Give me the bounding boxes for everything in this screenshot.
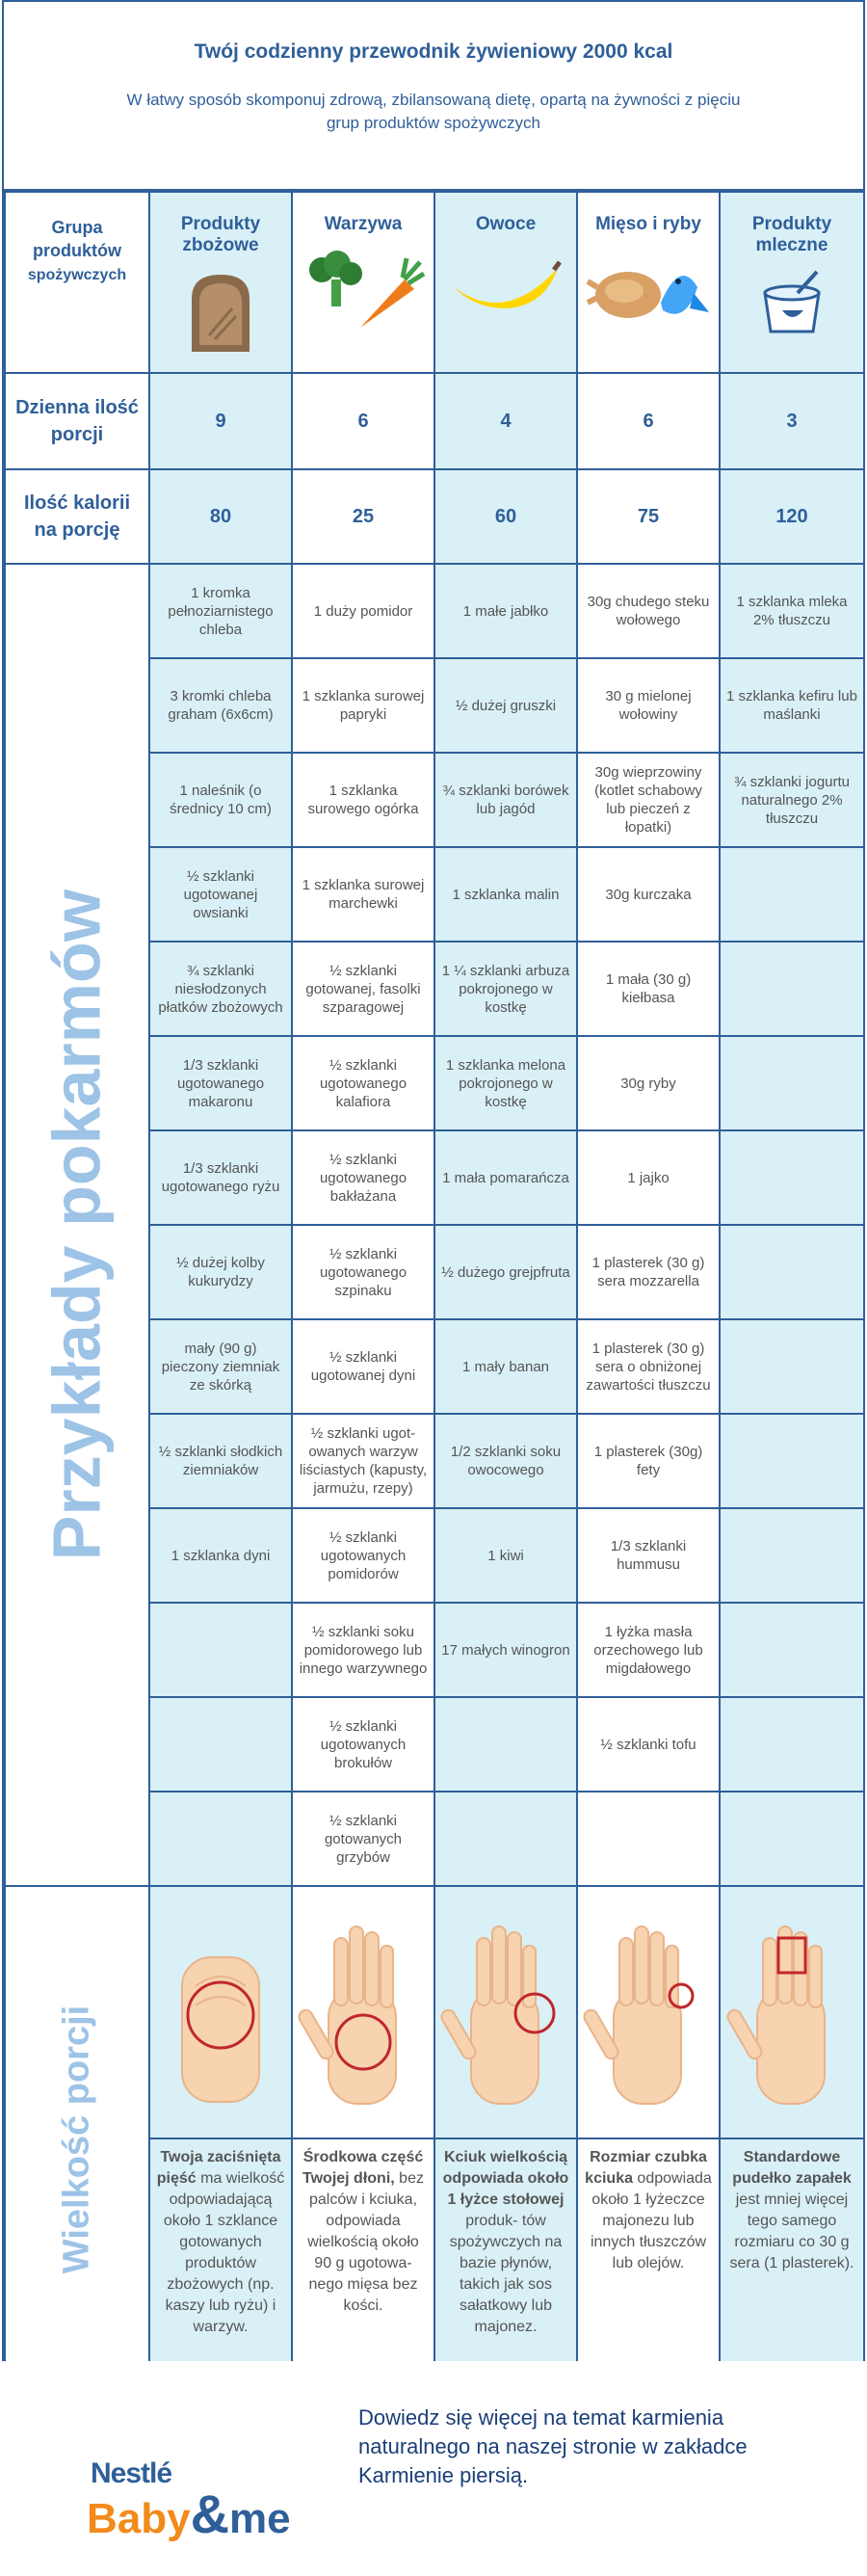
daily-portions-label: Dzienna ilość porcji (5, 373, 149, 469)
example-cell: 30 g mielonej wołowiny (577, 658, 720, 753)
example-cell (149, 1697, 292, 1792)
example-cell: ½ szklanki ugotowanego bakłażana (292, 1130, 434, 1225)
example-cell: 1 kromka pełnoziarnistego chleba (149, 564, 292, 658)
example-cell: 1/3 szklanki ugotowanego makaronu (149, 1036, 292, 1130)
example-cell: 30g chudego steku wołowego (577, 564, 720, 658)
portion-desc-text: jest mniej więcej tego samego rozmiaru co 30 g sera (1 plasterek). (729, 2191, 854, 2271)
example-cell: 1 szklanka surowej papryki (292, 658, 434, 753)
example-cell: 1 mała (30 g) kiełbasa (577, 942, 720, 1036)
example-cell: 1 plasterek (30 g) sera o obniżonej zawartości tłuszczu (577, 1319, 720, 1414)
calories-value: 80 (149, 469, 292, 564)
example-cell (434, 1697, 577, 1792)
portion-label: Wielkość porcji (56, 2005, 97, 2274)
logo-baby: Baby (87, 2495, 191, 2542)
calories-value: 120 (720, 469, 864, 564)
portion-desc-text: ma wielkość odpowiadającą około 1 szklance gotowanych produktów zbożowych (np. kaszy lub ryżu) i warzyw. (163, 2170, 285, 2335)
portion-hand-cell (577, 1886, 720, 2138)
logo-me: me (229, 2495, 291, 2542)
example-cell: 1 naleśnik (o średnicy 10 cm) (149, 753, 292, 847)
example-cell (720, 1225, 864, 1319)
yogurt-icon (753, 270, 830, 337)
group-header-dairy (720, 192, 864, 373)
example-cell: 30g ryby (577, 1036, 720, 1130)
group-header-vegetables (292, 192, 434, 373)
example-cell: 1 szklanka malin (434, 847, 577, 942)
example-cell: ½ szklanki gotowanej, fasolki szparagowej (292, 942, 434, 1036)
example-cell (720, 1319, 864, 1414)
example-cell: ½ dużego grejpfruta (434, 1225, 577, 1319)
example-cell: 1 szklanka kefiru lub maślanki (720, 658, 864, 753)
chicken-fish-icon (586, 249, 711, 335)
portion-hand-row (5, 1886, 864, 2138)
example-cell: 1 łyżka masła orzechowego lub migdałowego (577, 1603, 720, 1697)
example-cell (720, 1508, 864, 1603)
group-header-fruits (434, 192, 577, 373)
portion-desc-bold: Rozmiar czubka kciuka (585, 2149, 707, 2187)
example-cell: ½ dużej gruszki (434, 658, 577, 753)
example-cell: 1 plasterek (30g) fety (577, 1414, 720, 1508)
group-name: Mięso i ryby (595, 214, 701, 234)
example-cell: ½ szklanki słodkich ziemniaków (149, 1414, 292, 1508)
portion-desc-bold: Twoja zaciśnięta pięść (156, 2149, 281, 2187)
example-cell: ½ szklanki ugot- owanych warzyw liściastych (kapusty, jarmużu, rzepy) (292, 1414, 434, 1508)
bread-icon (182, 270, 259, 357)
example-cell: 1 jajko (577, 1130, 720, 1225)
group-header-cereals (149, 192, 292, 373)
daily-portions-value: 9 (149, 373, 292, 469)
calories-value: 60 (434, 469, 577, 564)
example-cell: mały (90 g) pieczony ziemniak ze skórką (149, 1319, 292, 1414)
example-row (5, 564, 864, 658)
example-cell: ½ szklanki ugotowanej owsianki (149, 847, 292, 942)
example-cell (720, 1036, 864, 1130)
example-cell: 1/3 szklanki ugotowanego ryżu (149, 1130, 292, 1225)
example-cell: ½ dużej kolby kukurydzy (149, 1225, 292, 1319)
example-cell: ½ szklanki tofu (577, 1697, 720, 1792)
portion-desc-bold: Kciuk wielkością odpowiada około 1 łyżce stołowej (442, 2149, 569, 2208)
daily-portions-value: 6 (577, 373, 720, 469)
example-cell (149, 1792, 292, 1886)
daily-portions-value: 3 (720, 373, 864, 469)
example-cell: 1 małe jabłko (434, 564, 577, 658)
example-cell: ¾ szklanki jogurtu naturalnego 2% tłuszczu (720, 753, 864, 847)
portion-desc-cell (149, 2138, 292, 2393)
group-label-cell (5, 192, 149, 373)
calories-label: Ilość kalorii na porcję (5, 469, 149, 564)
portion-desc-bold: Standardowe pudełko zapałek (732, 2149, 852, 2187)
portion-desc-cell (434, 2138, 577, 2393)
examples-label-cell (5, 564, 149, 1886)
example-cell: ½ szklanki ugotowanego kalafiora (292, 1036, 434, 1130)
nestle-logo-text: Nestlé (91, 2457, 172, 2489)
portion-label-cell (5, 1886, 149, 2393)
example-cell (720, 1603, 864, 1697)
daily-portions-value: 4 (434, 373, 577, 469)
header (4, 2, 863, 191)
example-cell: 1 plasterek (30 g) sera mozzarella (577, 1225, 720, 1319)
example-cell: 1 szklanka melona pokrojonego w kostkę (434, 1036, 577, 1130)
group-name: Produkty zbożowe (180, 214, 261, 255)
portion-desc-text: produk- tów spożywczych na bazie płynów, takich jak sos sałatkowy lub majonez. (449, 2213, 563, 2335)
example-cell: 1 szklanka surowego ogórka (292, 753, 434, 847)
example-cell: 1 ¼ szklanki arbuza pokrojonego w kostkę (434, 942, 577, 1036)
calories-value: 75 (577, 469, 720, 564)
matchbox-hand-icon (724, 1899, 859, 2121)
example-cell (434, 1792, 577, 1886)
thumb-hand-icon (438, 1899, 573, 2121)
example-cell: 30g wieprzowiny (kotlet schabowy lub pieczeń z łopatki) (577, 753, 720, 847)
example-cell (720, 847, 864, 942)
example-cell (149, 1603, 292, 1697)
example-cell: 1 mała pomarańcza (434, 1130, 577, 1225)
portion-desc-text: odpowiada około 1 łyżeczce majonezu lub innych tłuszczów lub olejów. (590, 2170, 712, 2271)
daily-portions-value: 6 (292, 373, 434, 469)
portion-desc-text: bez palców i kciuka, odpowiada wielkością około 90 g ugotowa- nego mięsa bez kości. (307, 2170, 424, 2314)
example-cell: ½ szklanki ugotowanych pomidorów (292, 1508, 434, 1603)
group-name: Produkty mleczne (751, 214, 832, 255)
example-cell (720, 1414, 864, 1508)
thumb-tip-hand-icon (581, 1899, 716, 2121)
vegetables-icon (301, 249, 426, 335)
example-cell: 3 kromki chleba graham (6x6cm) (149, 658, 292, 753)
example-cell: 1/3 szklanki hummusu (577, 1508, 720, 1603)
guide-frame (2, 0, 865, 2361)
header-row (5, 192, 864, 373)
example-cell (577, 1792, 720, 1886)
example-cell: ½ szklanki ugotowanej dyni (292, 1319, 434, 1414)
footer (0, 2361, 867, 2576)
example-cell: 1 mały banan (434, 1319, 577, 1414)
example-cell: 1/2 szklanki soku owocowego (434, 1414, 577, 1508)
group-name: Warzywa (324, 214, 403, 234)
example-cell: ½ szklanki soku pomidorowego lub innego warzywnego (292, 1603, 434, 1697)
footer-text: Dowiedz się więcej na temat karmienia naturalnego na naszej stronie w zakładce Karmienie piersią. (358, 2405, 748, 2487)
example-cell: ¾ szklanki borówek lub jagód (434, 753, 577, 847)
group-name: Owoce (475, 214, 537, 234)
baby-and-me-logo (87, 2483, 291, 2545)
calories-row (5, 469, 864, 564)
portion-hand-cell (434, 1886, 577, 2138)
group-header-meat-fish (577, 192, 720, 373)
calories-value: 25 (292, 469, 434, 564)
logo-ampersand: & (190, 2483, 230, 2544)
group-label-line2: spożywczych (27, 267, 127, 283)
example-cell: ½ szklanki ugotowanego szpinaku (292, 1225, 434, 1319)
example-cell: ½ szklanki gotowanych grzybów (292, 1792, 434, 1886)
daily-portions-row (5, 373, 864, 469)
group-label-line1: Grupa produktów (33, 218, 121, 260)
banana-icon (448, 249, 564, 326)
example-cell: 1 szklanka surowej marchewki (292, 847, 434, 942)
example-cell (720, 1792, 864, 1886)
portion-desc-cell (577, 2138, 720, 2393)
example-cell (720, 942, 864, 1036)
example-cell: 1 kiwi (434, 1508, 577, 1603)
portion-hand-cell (720, 1886, 864, 2138)
examples-label: Przykłady pokarmów (39, 889, 115, 1561)
page-title: Twój codzienny przewodnik żywieniowy 2000 kcal (194, 40, 673, 63)
portion-desc-cell (720, 2138, 864, 2393)
fist-hand-icon (153, 1899, 288, 2121)
example-cell: 1 duży pomidor (292, 564, 434, 658)
portion-desc-cell (292, 2138, 434, 2393)
palm-hand-icon (296, 1899, 431, 2121)
example-cell: 30g kurczaka (577, 847, 720, 942)
example-cell: 1 szklanka dyni (149, 1508, 292, 1603)
example-cell: ¾ szklanki niesłodzonych płatków zbożowych (149, 942, 292, 1036)
example-cell (720, 1697, 864, 1792)
nutrition-table (4, 191, 865, 2394)
portion-hand-cell (292, 1886, 434, 2138)
portion-desc-bold: Środkowa część Twojej dłoni, (302, 2149, 424, 2187)
example-cell: 1 szklanka mleka 2% tłuszczu (720, 564, 864, 658)
example-cell: 17 małych winogron (434, 1603, 577, 1697)
page-subtitle: W łatwy sposób skomponuj zdrową, zbilansowaną dietę, opartą na żywności z pięciu grup produktów spożywczych (126, 91, 741, 132)
portion-hand-cell (149, 1886, 292, 2138)
example-cell (720, 1130, 864, 1225)
example-cell: ½ szklanki ugotowanych brokułów (292, 1697, 434, 1792)
